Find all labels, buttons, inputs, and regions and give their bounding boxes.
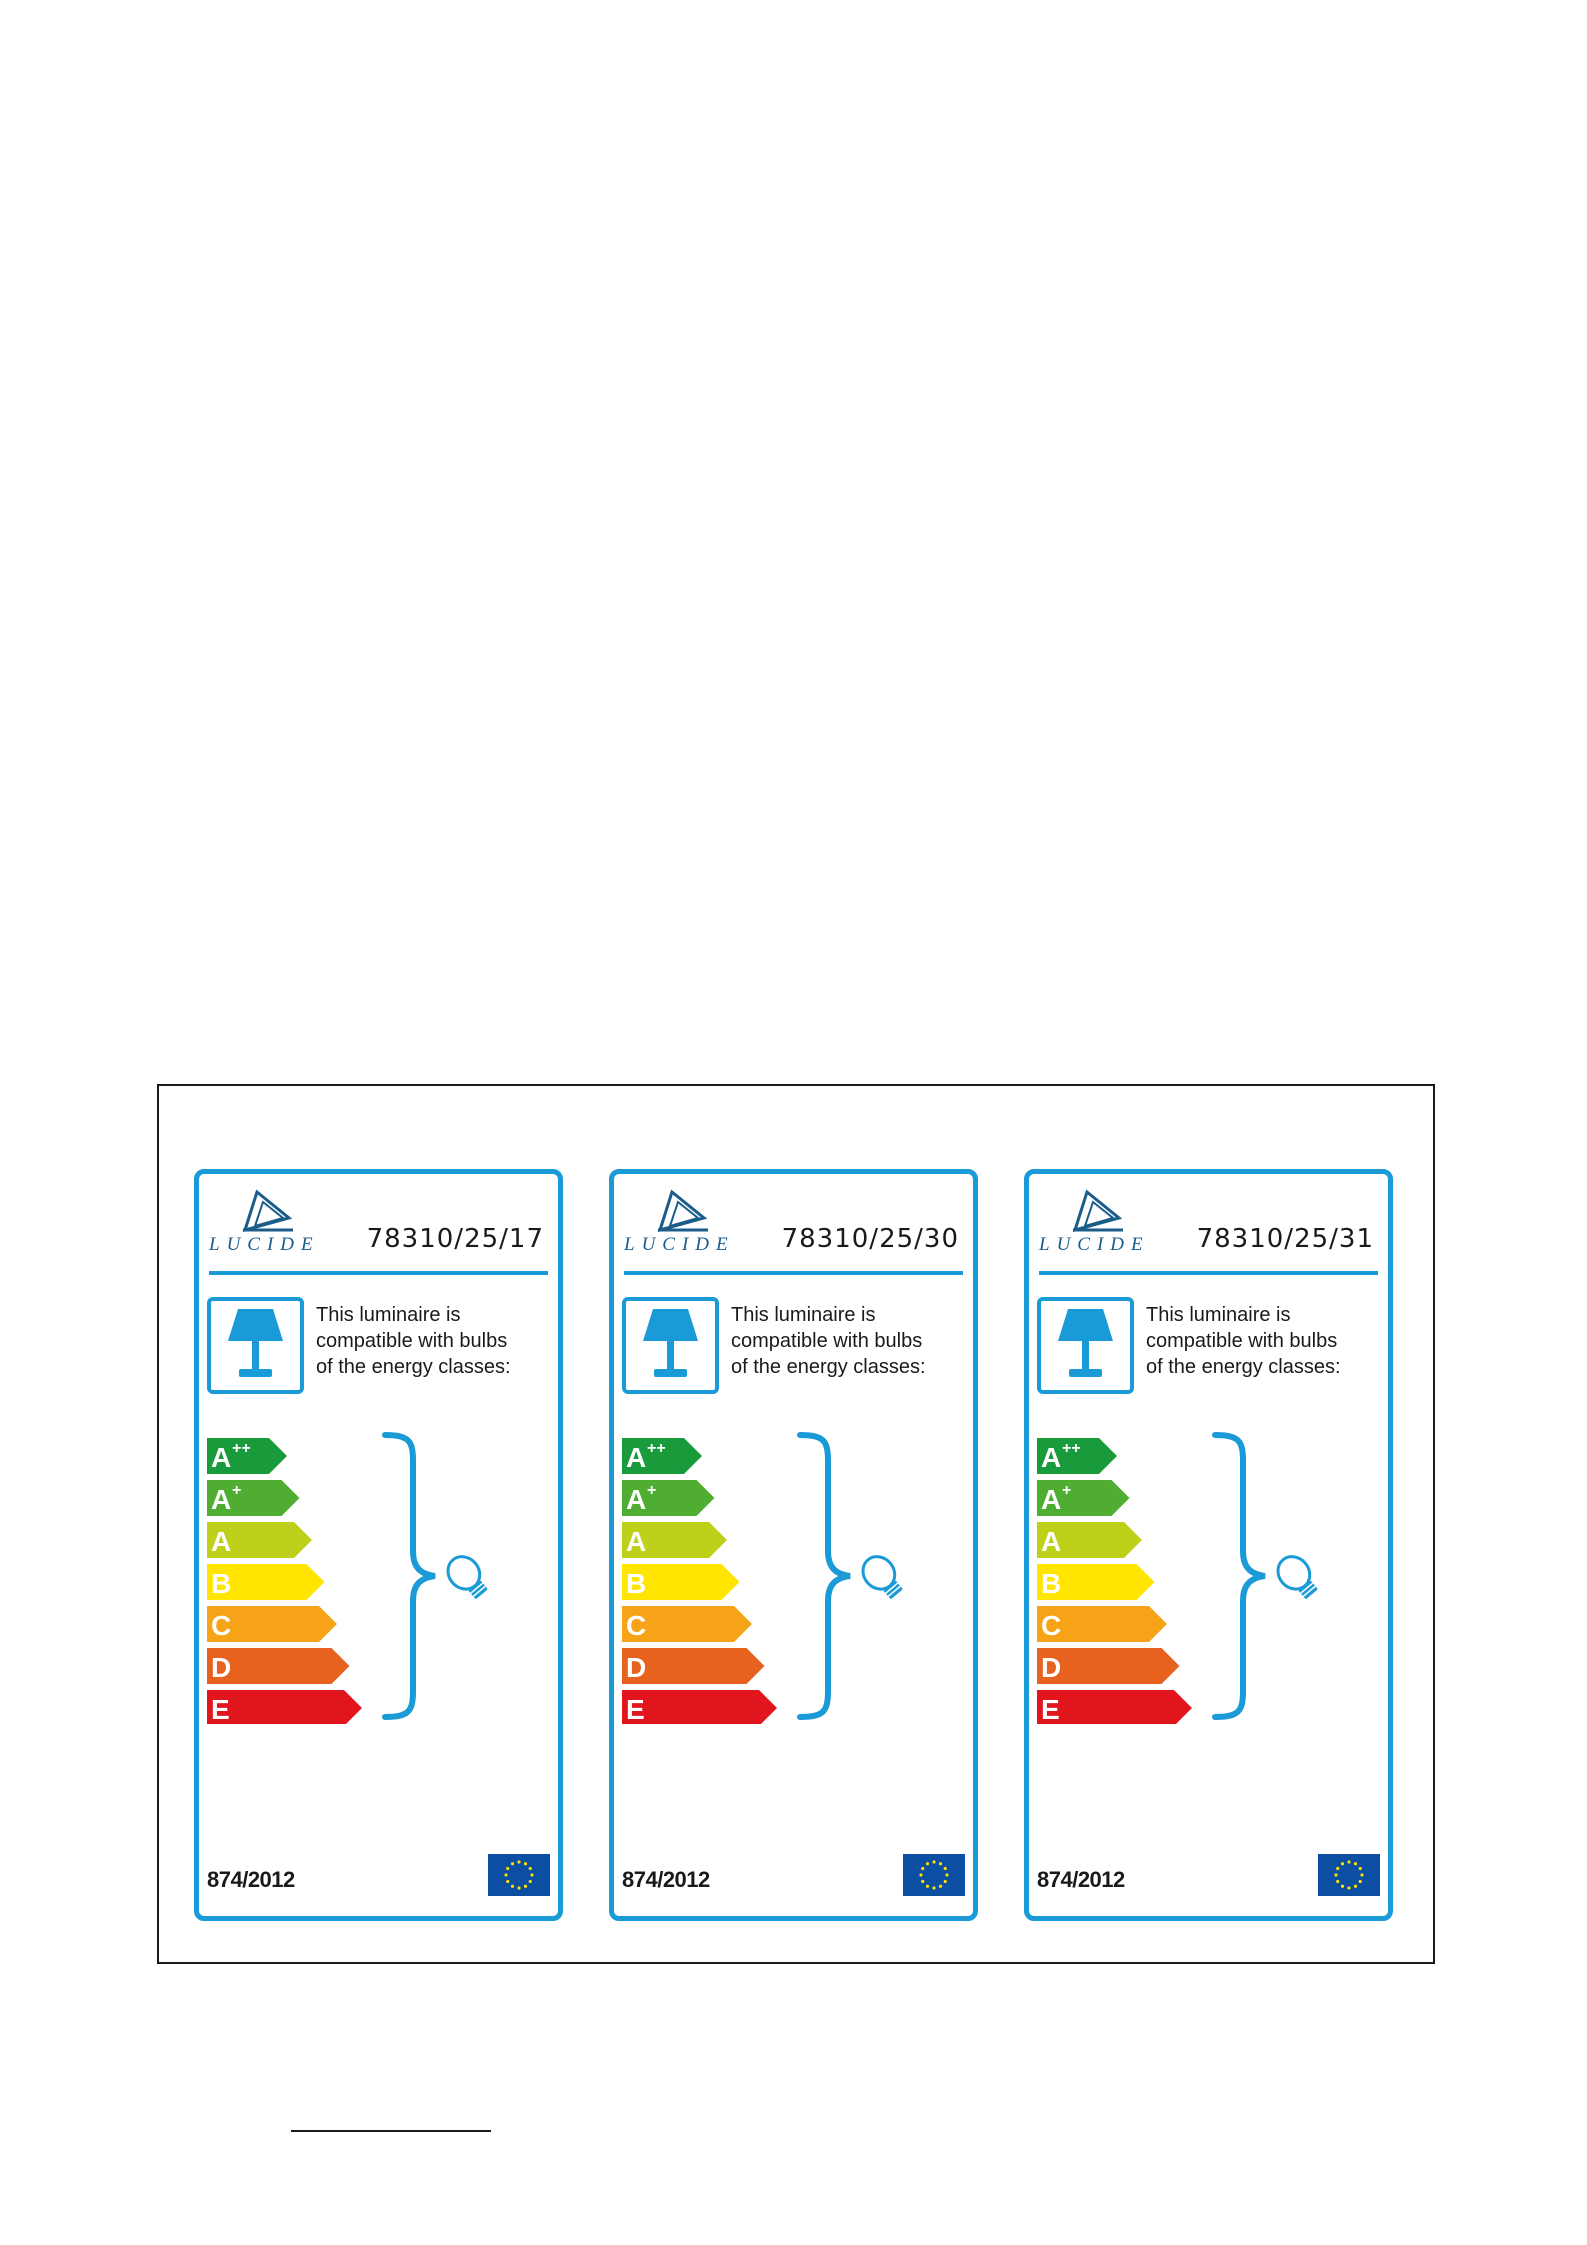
eu-star	[921, 1880, 924, 1883]
light-bulb-icon	[1269, 1549, 1329, 1609]
table-lamp-icon	[626, 1301, 715, 1390]
energy-class-letter: D	[211, 1652, 232, 1683]
eu-star	[1334, 1873, 1337, 1876]
eu-star	[921, 1867, 924, 1870]
energy-class-letter: E	[211, 1694, 230, 1724]
compat-line: compatible with bulbs	[1146, 1330, 1338, 1352]
energy-class-letter: C	[211, 1610, 232, 1641]
eu-star	[944, 1880, 947, 1883]
energy-class-a	[1037, 1522, 1142, 1558]
eu-star	[932, 1886, 935, 1889]
energy-class-a-plus-plus	[622, 1438, 702, 1474]
energy-label-3	[1024, 1169, 1393, 1921]
eu-star	[517, 1886, 520, 1889]
header-rule	[624, 1271, 963, 1275]
lamp-box	[207, 1297, 304, 1394]
compat-line: of the energy classes:	[731, 1356, 926, 1378]
energy-class-letter: A	[1041, 1526, 1062, 1557]
energy-class-b	[207, 1564, 325, 1600]
energy-class-d	[207, 1648, 350, 1684]
energy-class-c	[1037, 1606, 1167, 1642]
footnote-separator	[291, 2130, 491, 2132]
regulation-number: 874/2012	[622, 1867, 710, 1892]
energy-label-1	[194, 1169, 563, 1921]
eu-star	[506, 1867, 509, 1870]
eu-star	[1354, 1885, 1357, 1888]
eu-star	[530, 1873, 533, 1876]
eu-star	[529, 1867, 532, 1870]
energy-class-letter: E	[626, 1694, 645, 1724]
lucide-logo-icon	[1067, 1188, 1127, 1232]
eu-star	[524, 1885, 527, 1888]
eu-star	[932, 1860, 935, 1863]
eu-star	[524, 1862, 527, 1865]
compatibility-text	[731, 1302, 971, 1380]
model-number: 78310/25/31	[1196, 1224, 1374, 1254]
eu-star	[1360, 1873, 1363, 1876]
energy-class-letter: B	[626, 1568, 647, 1599]
eu-star	[919, 1873, 922, 1876]
brand-wordmark: LUCIDE	[209, 1234, 320, 1255]
lucide-logo-icon	[237, 1188, 297, 1232]
energy-class-letter: A	[626, 1526, 647, 1557]
energy-class-b	[1037, 1564, 1155, 1600]
eu-star	[939, 1862, 942, 1865]
compat-line: of the energy classes:	[316, 1356, 511, 1378]
eu-star	[939, 1885, 942, 1888]
lucide-logo	[622, 1188, 735, 1258]
energy-class-superscript: +	[1062, 1482, 1072, 1499]
energy-class-letter: D	[626, 1652, 647, 1683]
light-bulb-icon	[854, 1549, 914, 1609]
energy-class-b	[622, 1564, 740, 1600]
energy-class-e	[207, 1690, 362, 1724]
compatibility-text	[1146, 1302, 1386, 1380]
energy-class-letter: A	[211, 1484, 232, 1515]
energy-class-letter: A	[626, 1442, 647, 1473]
energy-class-letter: C	[626, 1610, 647, 1641]
energy-class-scale	[622, 1434, 782, 1724]
energy-class-e	[1037, 1690, 1192, 1724]
eu-star	[506, 1880, 509, 1883]
eu-star	[1341, 1862, 1344, 1865]
compat-line: This luminaire is	[1146, 1304, 1291, 1326]
energy-class-a-plus	[1037, 1480, 1130, 1516]
eu-star	[529, 1880, 532, 1883]
eu-star	[1341, 1885, 1344, 1888]
eu-star	[1359, 1880, 1362, 1883]
eu-star	[1347, 1886, 1350, 1889]
energy-class-superscript: ++	[647, 1440, 666, 1457]
energy-class-a	[207, 1522, 312, 1558]
energy-class-letter: A	[1041, 1442, 1062, 1473]
energy-class-d	[1037, 1648, 1180, 1684]
energy-class-a	[622, 1522, 727, 1558]
energy-class-letter: A	[211, 1442, 232, 1473]
energy-class-a-plus-plus	[207, 1438, 287, 1474]
energy-class-e	[622, 1690, 777, 1724]
energy-class-a-plus	[207, 1480, 300, 1516]
eu-star	[511, 1862, 514, 1865]
energy-class-scale	[207, 1434, 367, 1724]
eu-star	[1354, 1862, 1357, 1865]
table-lamp-icon	[1041, 1301, 1130, 1390]
light-bulb-icon	[439, 1549, 499, 1609]
energy-class-c	[622, 1606, 752, 1642]
energy-class-superscript: +	[232, 1482, 242, 1499]
energy-class-letter: D	[1041, 1652, 1062, 1683]
eu-star	[1359, 1867, 1362, 1870]
header-rule	[1039, 1271, 1378, 1275]
lamp-box	[1037, 1297, 1134, 1394]
energy-class-scale	[1037, 1434, 1197, 1724]
compat-line: This luminaire is	[731, 1304, 876, 1326]
energy-class-letter: A	[1041, 1484, 1062, 1515]
regulation-number: 874/2012	[1037, 1867, 1125, 1892]
energy-class-c	[207, 1606, 337, 1642]
lucide-logo	[207, 1188, 320, 1258]
energy-label-2	[609, 1169, 978, 1921]
eu-flag-icon	[903, 1854, 965, 1896]
energy-class-superscript: +	[647, 1482, 657, 1499]
compatibility-text	[316, 1302, 556, 1380]
energy-class-letter: A	[211, 1526, 232, 1557]
energy-class-letter: B	[1041, 1568, 1062, 1599]
model-number: 78310/25/30	[781, 1224, 959, 1254]
eu-star	[1336, 1867, 1339, 1870]
lucide-logo-icon	[652, 1188, 712, 1232]
brand-wordmark: LUCIDE	[624, 1234, 735, 1255]
eu-star	[511, 1885, 514, 1888]
energy-class-superscript: ++	[1062, 1440, 1081, 1457]
compat-line: This luminaire is	[316, 1304, 461, 1326]
eu-star	[1347, 1860, 1350, 1863]
eu-star	[944, 1867, 947, 1870]
brand-wordmark: LUCIDE	[1039, 1234, 1150, 1255]
eu-star	[945, 1873, 948, 1876]
energy-class-letter: E	[1041, 1694, 1060, 1724]
energy-class-a-plus	[622, 1480, 715, 1516]
lamp-box	[622, 1297, 719, 1394]
compat-line: compatible with bulbs	[731, 1330, 923, 1352]
eu-star	[926, 1862, 929, 1865]
energy-class-letter: C	[1041, 1610, 1062, 1641]
eu-flag-icon	[1318, 1854, 1380, 1896]
eu-star	[926, 1885, 929, 1888]
header-rule	[209, 1271, 548, 1275]
eu-star	[517, 1860, 520, 1863]
energy-class-a-plus-plus	[1037, 1438, 1117, 1474]
table-lamp-icon	[211, 1301, 300, 1390]
eu-star	[504, 1873, 507, 1876]
lucide-logo	[1037, 1188, 1150, 1258]
regulation-number: 874/2012	[207, 1867, 295, 1892]
eu-flag-icon	[488, 1854, 550, 1896]
energy-class-letter: B	[211, 1568, 232, 1599]
compat-line: compatible with bulbs	[316, 1330, 508, 1352]
energy-class-superscript: ++	[232, 1440, 251, 1457]
model-number: 78310/25/17	[366, 1224, 544, 1254]
energy-class-d	[622, 1648, 765, 1684]
energy-class-letter: A	[626, 1484, 647, 1515]
eu-star	[1336, 1880, 1339, 1883]
compat-line: of the energy classes:	[1146, 1356, 1341, 1378]
